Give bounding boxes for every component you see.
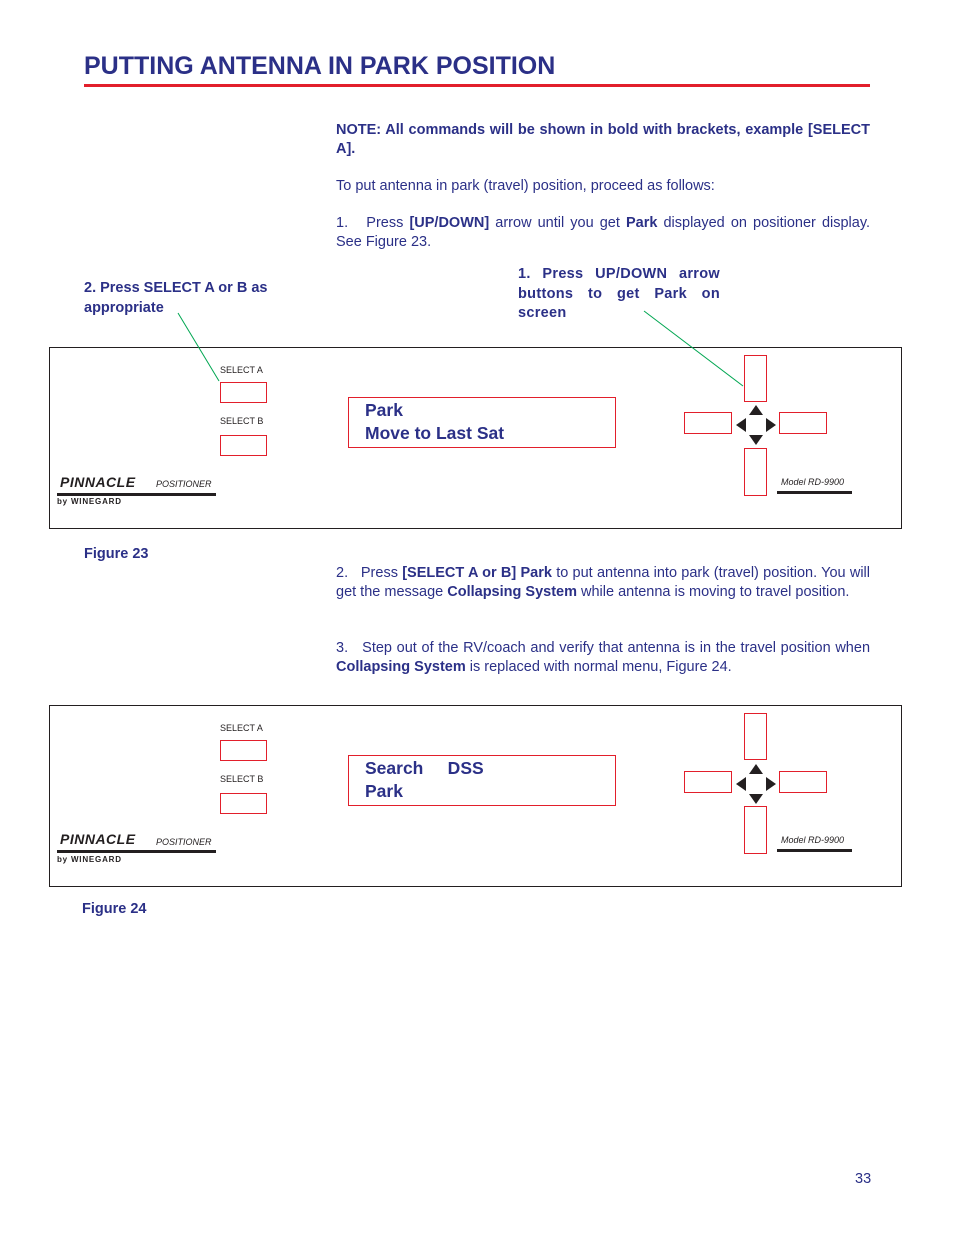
brand-name: PINNACLE xyxy=(60,831,136,847)
up-button[interactable] xyxy=(744,713,767,760)
page-number: 33 xyxy=(855,1171,872,1187)
model-rule xyxy=(777,491,852,494)
lcd-display xyxy=(348,755,616,806)
step-1-press: Press xyxy=(366,215,404,231)
step-1-rest: displayed on positioner display. See Figure 23. xyxy=(336,215,871,250)
note-paragraph xyxy=(336,121,870,158)
brand-subtitle: POSITIONER xyxy=(156,479,212,489)
four-way-arrow-icon xyxy=(734,762,778,806)
lcd-line-2: Move to Last Sat xyxy=(365,422,505,443)
model-rule xyxy=(777,849,852,852)
down-button[interactable] xyxy=(744,448,767,496)
step-2-keyword: Collapsing System xyxy=(447,583,577,600)
figure-24-caption: Figure 24 xyxy=(82,901,147,917)
lcd-display xyxy=(348,397,616,448)
intro-paragraph xyxy=(336,177,870,196)
figure-24-panel xyxy=(49,705,902,887)
lcd-line-1: Park xyxy=(365,400,403,420)
left-button[interactable] xyxy=(684,771,732,793)
select-b-label: SELECT B xyxy=(220,774,264,784)
right-button[interactable] xyxy=(779,771,827,793)
step-3-text-a: Step out of the RV/coach and verify that antenna is in the travel position when xyxy=(362,640,871,656)
step-1-paragraph xyxy=(336,214,870,251)
step-1-middle: arrow until you get xyxy=(495,215,620,231)
lcd-line-2: Park xyxy=(365,780,403,801)
step-3-paragraph xyxy=(336,639,870,676)
step-3-keyword: Collapsing System xyxy=(336,658,466,675)
brand-subtitle: POSITIONER xyxy=(156,837,212,847)
brand-name: PINNACLE xyxy=(60,474,136,490)
select-a-button[interactable] xyxy=(220,740,267,761)
page-title: PUTTING ANTENNA IN PARK POSITION xyxy=(84,52,556,80)
brand-rule xyxy=(57,850,216,853)
four-way-arrow-icon xyxy=(734,403,778,447)
step-1-command: [UP/DOWN] xyxy=(409,215,490,231)
figure-23-panel xyxy=(49,347,902,529)
model-label: Model RD-9900 xyxy=(781,477,845,487)
title-rule xyxy=(84,84,870,87)
down-button[interactable] xyxy=(744,806,767,854)
step-2-number: 2. xyxy=(336,565,349,581)
step-1-number: 1. xyxy=(336,215,349,231)
left-button[interactable] xyxy=(684,412,732,434)
select-b-button[interactable] xyxy=(220,793,267,814)
brand-by: by WINEGARD xyxy=(57,497,122,506)
callout-select: 2. Press SELECT A or B as appropriate xyxy=(84,280,268,316)
step-2-rest: while antenna is moving to travel position. xyxy=(581,583,850,600)
right-button[interactable] xyxy=(779,412,827,434)
intro-text: To put antenna in park (travel) position, proceed as follows: xyxy=(336,178,715,194)
figure-23-caption: Figure 23 xyxy=(84,546,149,562)
model-label: Model RD-9900 xyxy=(781,835,845,845)
step-2-command: [SELECT A or B] Park xyxy=(402,565,552,581)
note-text: NOTE: All commands will be shown in bold with brackets, example [SELECT A]. xyxy=(336,122,870,157)
step-1-keyword: Park xyxy=(625,215,658,231)
step-3-text-b: is replaced with normal menu, Figure 24. xyxy=(469,658,732,675)
select-b-label: SELECT B xyxy=(220,416,264,426)
brand-rule xyxy=(57,493,216,496)
step-2-press: Press xyxy=(360,565,398,581)
callout-updown: 1. Press UP/DOWN arrow buttons to get Park on screen xyxy=(518,266,720,321)
lcd-line-1: Search DSS xyxy=(365,758,484,778)
select-a-button[interactable] xyxy=(220,382,267,403)
up-button[interactable] xyxy=(744,355,767,402)
step-2-middle: to put antenna into park (travel) position. You will get the message xyxy=(336,565,870,600)
step-3-number: 3. xyxy=(336,640,349,656)
brand-by: by WINEGARD xyxy=(57,855,122,864)
select-b-button[interactable] xyxy=(220,435,267,456)
select-a-label: SELECT A xyxy=(220,723,263,733)
select-a-label: SELECT A xyxy=(220,365,263,375)
step-2-paragraph xyxy=(336,564,870,601)
